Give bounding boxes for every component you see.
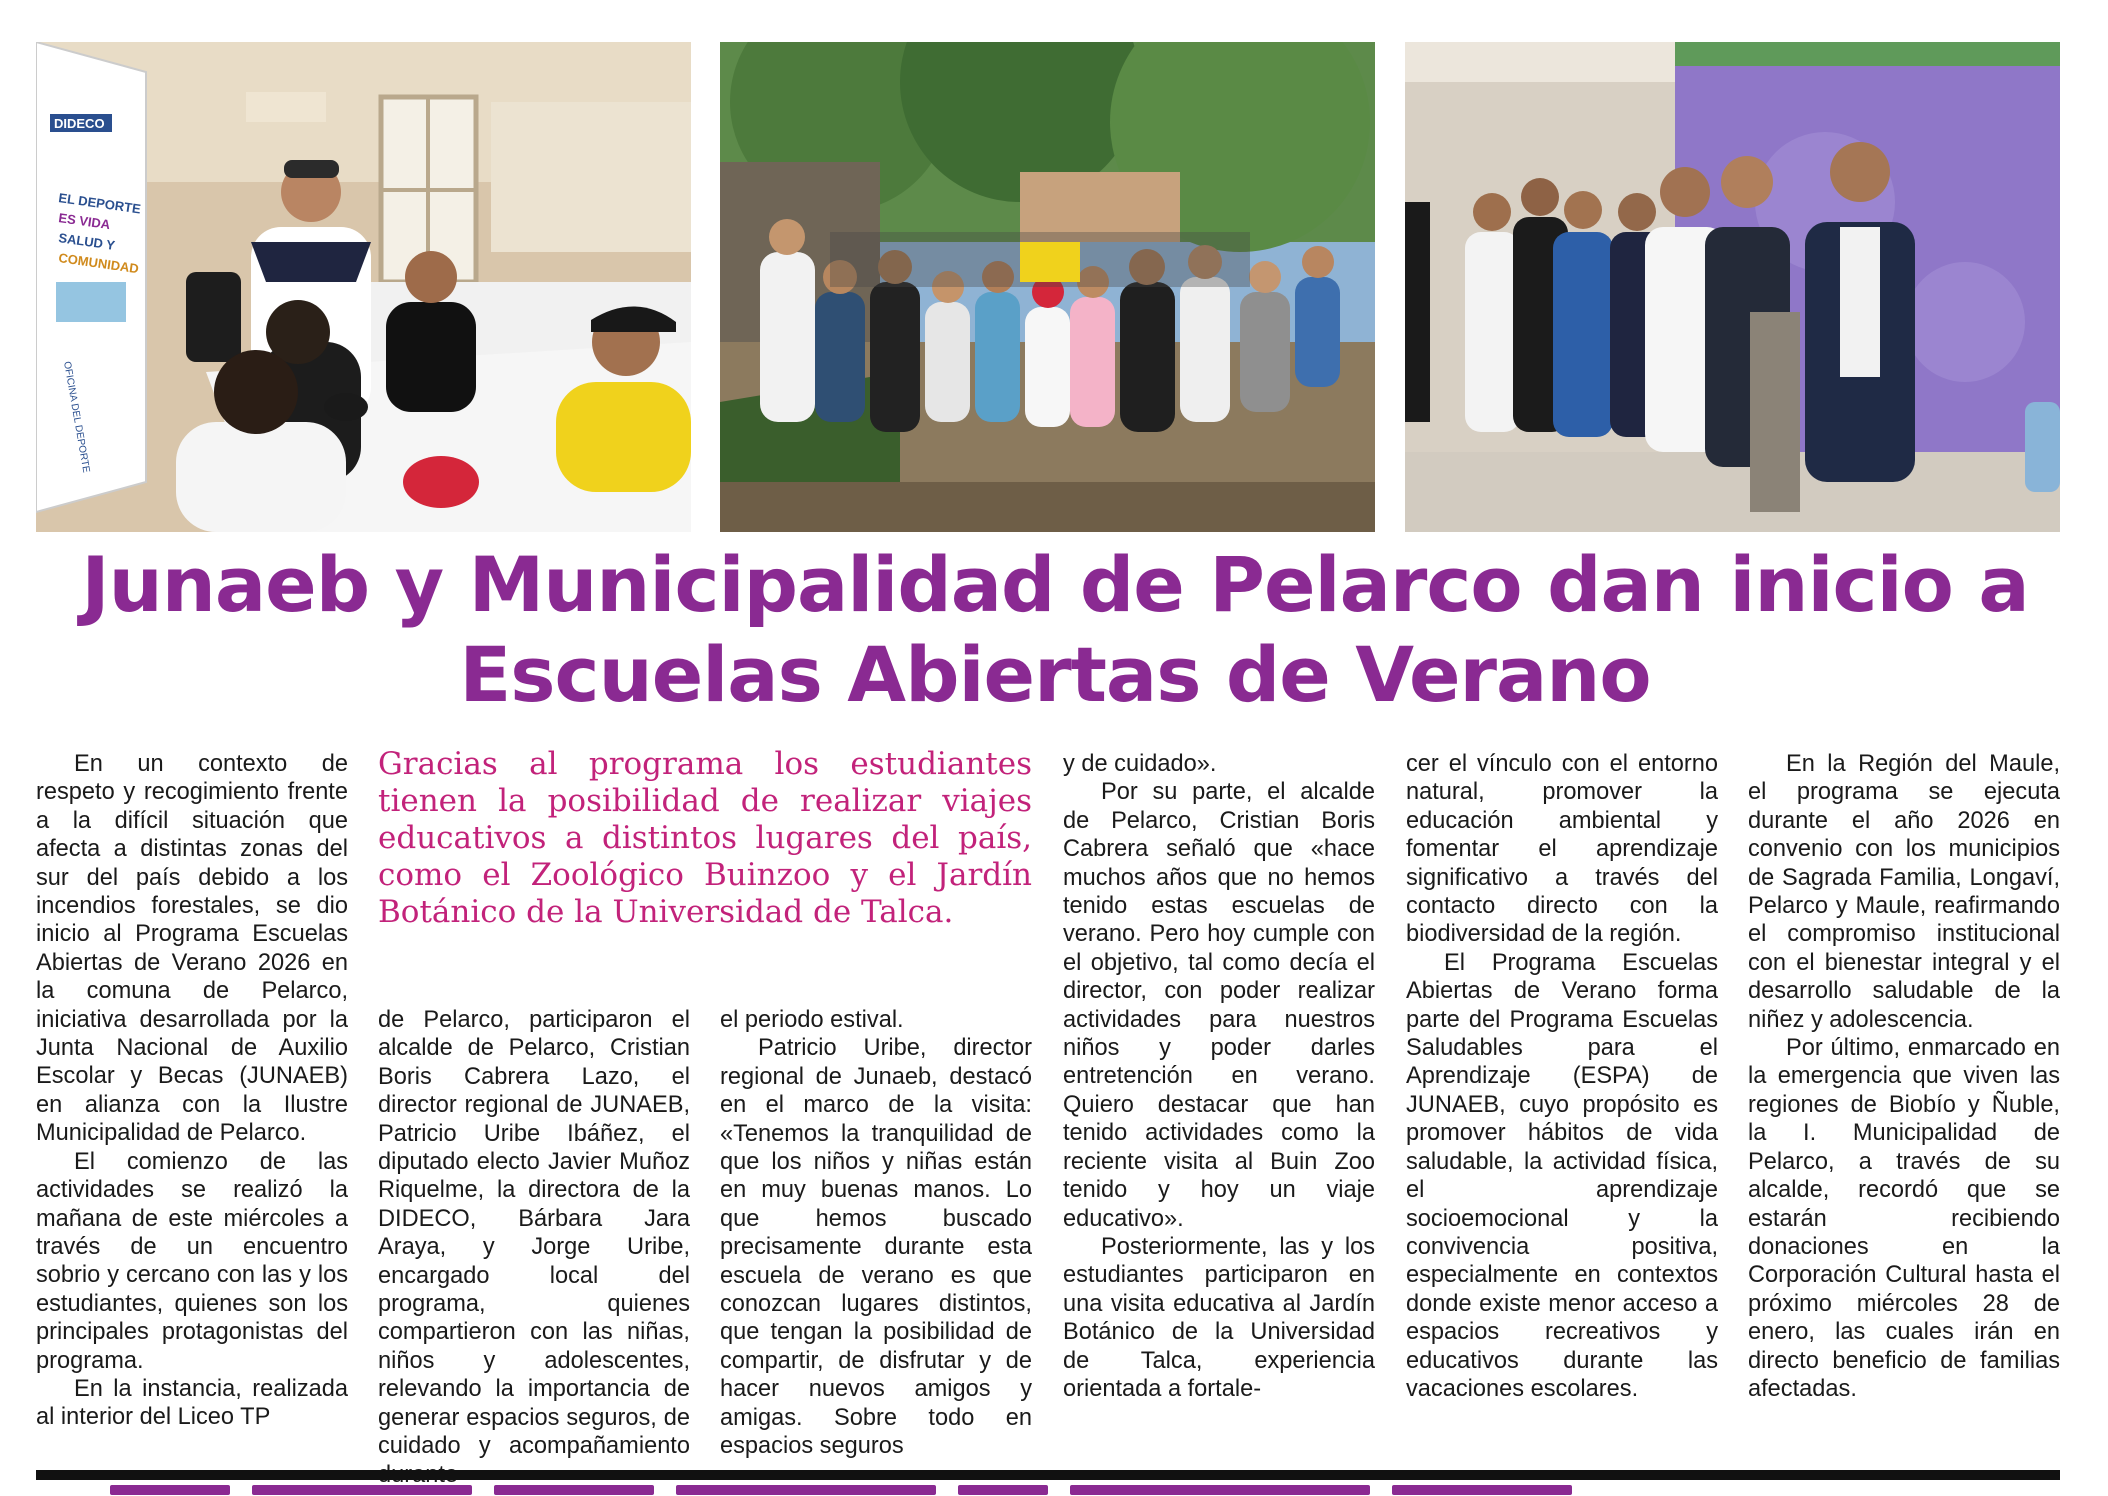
photo-classroom-ping-pong bbox=[36, 42, 691, 532]
body-column-6 bbox=[1748, 750, 2060, 1403]
paragraph: El Programa Escuelas Abiertas de Verano forma parte del Programa Escuelas Saludables para el Aprendizaje (ESPA) de JUNAEB, cuyo propósito es promover hábitos de vida saludable, la actividad física, el aprendizaje socioemocional y la convivencia positiva, especialmente en contextos donde existe menor acceso a espacios recreativos y educativos durante las vacaciones escolares. bbox=[1406, 949, 1718, 1402]
paragraph: cer el vínculo con el entorno natural, promover la educación ambiental y fomentar el aprendizaje significativo a través del contacto directo con la biodiversidad de la región. bbox=[1406, 751, 1718, 948]
article-headline bbox=[80, 540, 2030, 720]
next-article-headline-cropped bbox=[110, 1482, 2010, 1496]
photo-officials-lineup bbox=[1405, 42, 2060, 532]
svg-text:EL DEPORTE: EL DEPORTE bbox=[57, 190, 142, 217]
paragraph: el periodo estival. bbox=[720, 1007, 904, 1033]
svg-text:SALUD Y: SALUD Y bbox=[57, 230, 116, 253]
body-column-4 bbox=[1063, 750, 1375, 1403]
paragraph: Posteriormente, las y los estudiantes participaron en una visita educativa al Jardín Botánico de la Universidad de Talca, experiencia orientada a fortale- bbox=[1063, 1233, 1375, 1402]
section-divider bbox=[36, 1470, 2060, 1480]
paragraph: En la Región del Maule, el programa se ejecuta durante el año 2026 en convenio con los municipios de Sagrada Familia, Longaví, Pelarco y Maule, reafirmando el compromiso institucional con el bienestar integral y el desarrollo saludable de la niñez y adolescencia. bbox=[1748, 751, 2060, 1033]
paragraph: El comienzo de las actividades se realizó la mañana de este miércoles a través de un encuentro sobrio y cercano con las y los estudiantes, quienes son los principales protagonistas del programa. bbox=[36, 1148, 348, 1374]
paragraph: de Pelarco, participaron el alcalde de Pelarco, Cristian Boris Cabrera Lazo, el director regional de JUNAEB, Patricio Uribe Ibáñez, el diputado electo Javier Muñoz Riquelme, la directora de la DIDECO, Bárbara Jara Araya, y Jorge Uribe, encargado local del programa, quienes compartieron con las niñas, niños y adolescentes, relevando la importancia de generar espacios seguros, de cuidado y acompañamiento bbox=[378, 1007, 690, 1460]
body-column-2 bbox=[378, 1006, 690, 1489]
body-column-3 bbox=[720, 1006, 1032, 1461]
paragraph: Por su parte, el alcalde de Pelarco, Cristian Boris Cabrera señaló que «hace muchos años que no hemos tenido estas escuelas de verano. Pero hoy cumple con el objetivo, tal como decía el director, con poder realizar actividades para nuestros niños y poder darles entretención en verano. Quiero destacar que han tenido actividades como la reciente visita al Buin Zoo tenido y hoy un viaje educativo». bbox=[1063, 779, 1375, 1232]
headline-line-1: Junaeb y Municipalidad de Pelarco dan inicio a bbox=[81, 540, 2029, 629]
paragraph: En la instancia, realizada al interior del Liceo TP bbox=[36, 1375, 348, 1431]
body-column-1 bbox=[36, 750, 348, 1432]
paragraph: Patricio Uribe, director regional de Junaeb, destacó en el marco de la visita: «Tenemos la tranquilidad de que los niños y niñas están en muy buenas manos. Lo que hemos buscado precisamente durante esta escuela de verano es que conozcan lugares distintos, que tengan la posibilidad de compartir, de disfrutar y de hacer nuevos amigos y amigas. Sobre todo en espacios seguros bbox=[720, 1035, 1032, 1460]
svg-text:COMUNIDAD: COMUNIDAD bbox=[57, 250, 140, 277]
svg-text:OFICINA DEL DEPORTE: OFICINA DEL DEPORTE bbox=[61, 360, 92, 474]
paragraph: Por último, enmarcado en la emergencia que viven las regiones de Biobío y Ñuble, la I. Municipalidad de Pelarco, a través de su alcalde, recordó que se estarán recibiendo donaciones en la Corporación Cultural hasta el próximo miércoles 28 de enero, las cuales irán en directo beneficio de familias afectadas. bbox=[1748, 1035, 2060, 1402]
headline-line-2: Escuelas Abiertas de Verano bbox=[459, 630, 1651, 719]
pull-quote: Gracias al programa los estudiantes tienen la posibilidad de realizar viajes educativos a distintos lugares del país, como el Zoológico Buinzoo y el Jardín Botánico de la Universidad de Talca. bbox=[378, 746, 1032, 930]
photo-group-outdoors bbox=[720, 42, 1375, 532]
paragraph: En un contexto de respeto y recogimiento frente a la difícil situación que afecta a distintas zonas del sur del país debido a los incendios forestales, se dio inicio al Programa Escuelas Abiertas de Verano 2026 en la comuna de Pelarco, iniciativa desarrollada por la Junta Nacional de Auxilio Escolar y Becas (JUNAEB) en alianza con la Ilustre Municipalidad de Pelarco. bbox=[36, 751, 348, 1147]
svg-text:ES VIDA: ES VIDA bbox=[57, 210, 112, 233]
banner-logo-text: DIDECO bbox=[54, 116, 105, 131]
paragraph: y de cuidado». bbox=[1063, 751, 1217, 777]
body-column-5 bbox=[1406, 750, 1718, 1403]
